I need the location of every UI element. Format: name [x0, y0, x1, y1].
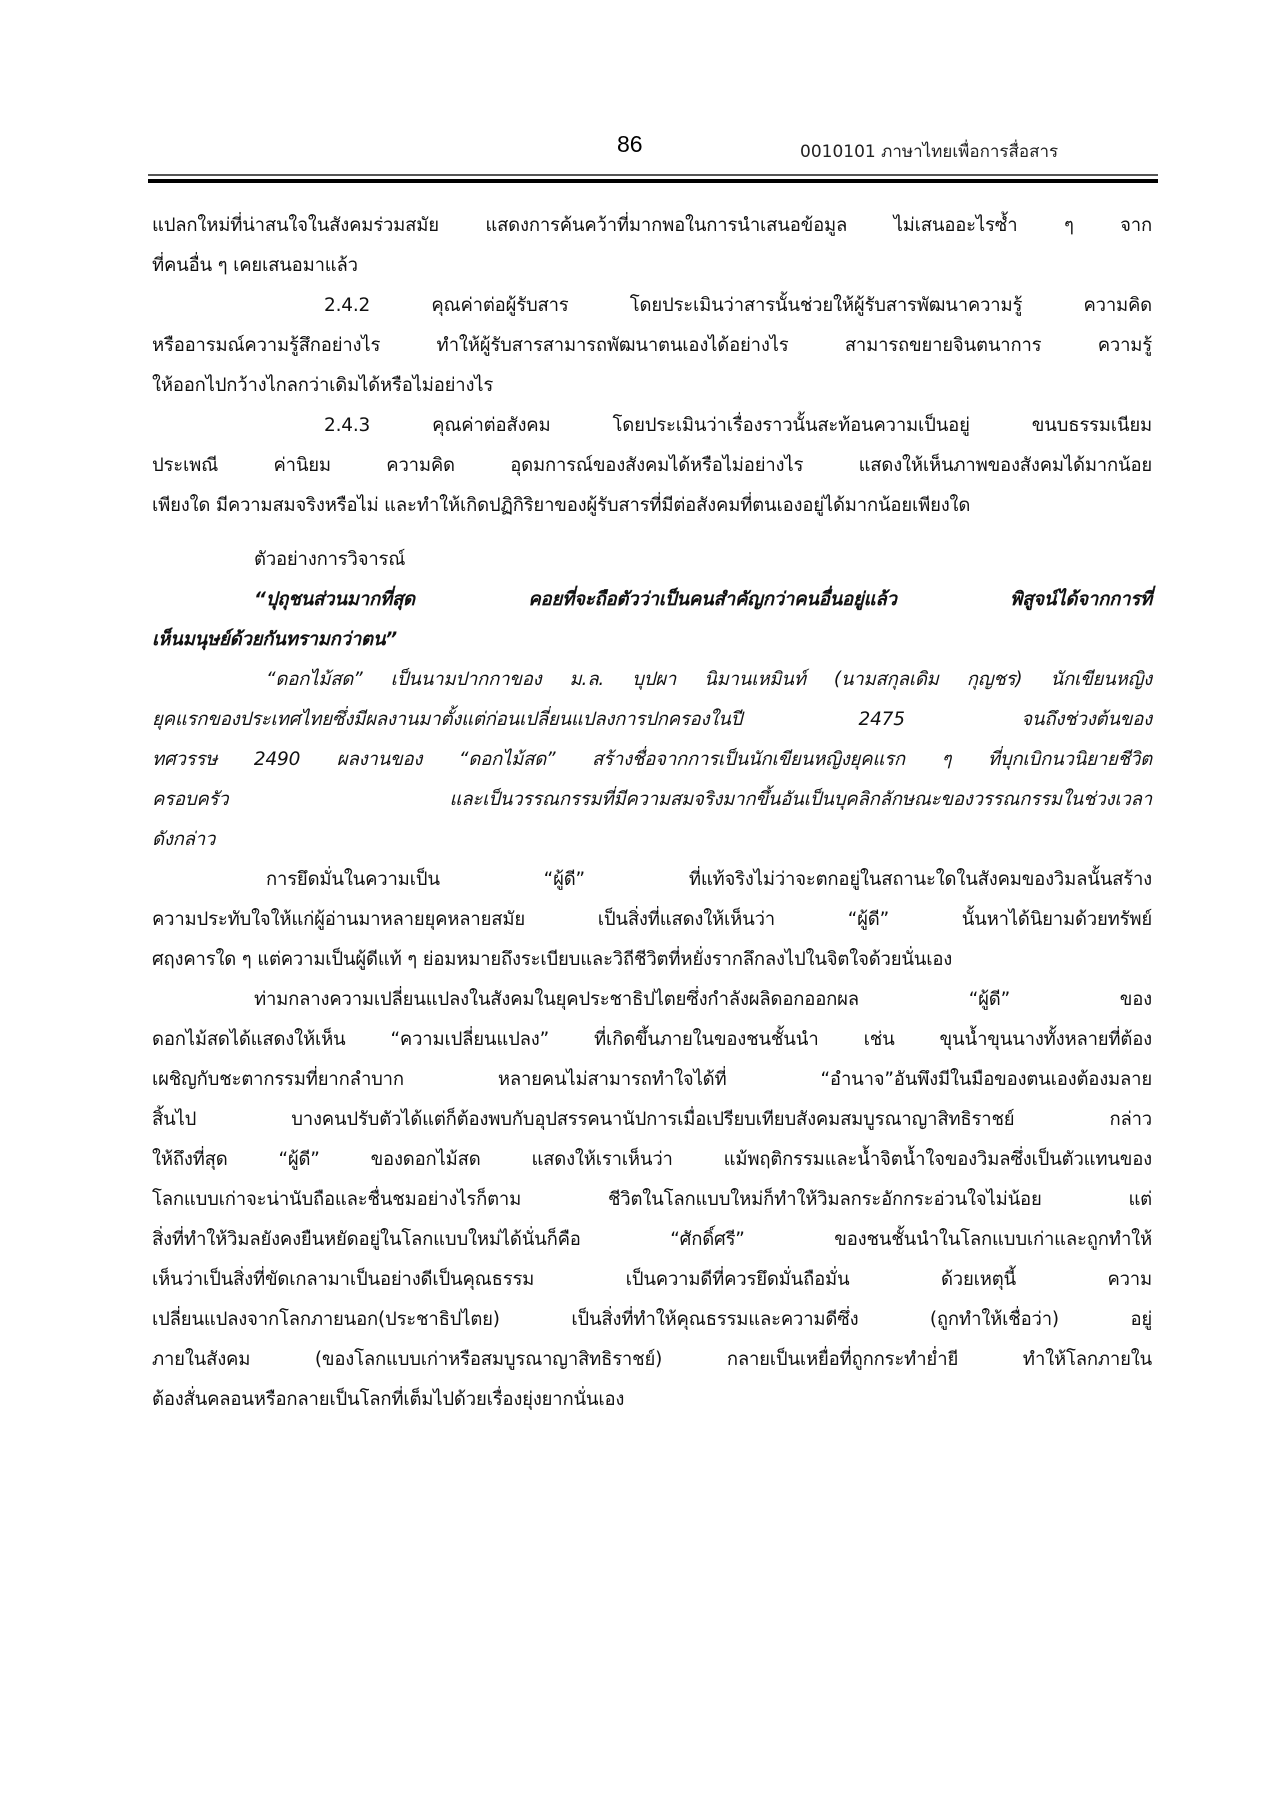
text-line: ความประทับใจให้แก่ผู้อ่านมาหลายยุคหลายสมัย เป็นสิ่งที่แสดงให้เห็นว่า “ผู้ดี” นั้นหาได้นิยามด้วยทรัพย์ [152, 909, 1152, 930]
text-line: ต้องสั่นคลอนหรือกลายเป็นโลกที่เต็มไปด้วยเรื่องยุ่งยากนั่นเอง [152, 1389, 625, 1410]
text-line: การยึดมั่นในความเป็น “ผู้ดี” ที่แท้จริงไม่ว่าจะตกอยู่ในสถานะใดในสังคมของวิมลนั้นสร้าง [266, 869, 1152, 890]
text-line: เพียงใด มีความสมจริงหรือไม่ และทำให้เกิดปฏิกิริยาของผู้รับสารที่มีต่อสังคมที่ตนเองอยู่ได้มากน้อยเพียงใด [152, 495, 971, 516]
text-line: เห็นว่าเป็นสิ่งที่ขัดเกลามาเป็นอย่างดีเป็นคุณธรรม เป็นความดีที่ควรยึดมั่นถือมั่น ด้วยเหตุนี้ ความ [152, 1269, 1152, 1290]
text-line: 2.4.3 คุณค่าต่อสังคม โดยประเมินว่าเรื่องราวนั้นสะท้อนความเป็นอยู่ ขนบธรรมเนียม [324, 415, 1152, 436]
paragraph-2-4-3 [152, 406, 1152, 526]
text-line: “ปุถุชนส่วนมากที่สุด คอยที่จะถือตัวว่าเป็นคนสำคัญกว่าคนอื่นอยู่แล้ว พิสูจน์ได้จากการที่ [254, 589, 1152, 610]
text-line: “ดอกไม้สด” เป็นนามปากกาของ ม.ล. บุปผา นิมานเหมินท์ (นามสกุลเดิม กุญชร) นักเขียนหญิง [266, 669, 1152, 690]
course-title: 0010101 ภาษาไทยเพื่อการสื่อสาร [800, 142, 1059, 162]
text-line: โลกแบบเก่าจะน่านับถือและชื่นชมอย่างไรก็ตาม ชีวิตในโลกแบบใหม่ก็ทำให้วิมลกระอักกระอ่วนใจไม่น้อย แต่ [152, 1189, 1152, 1210]
header-rule-thick [148, 179, 1158, 183]
text-line: แปลกใหม่ที่น่าสนใจในสังคมร่วมสมัย แสดงการค้นคว้าที่มากพอในการนำเสนอข้อมูล ไม่เสนออะไรซ้ำ ๆ จาก [152, 215, 1152, 236]
text-line: ดอกไม้สดได้แสดงให้เห็น “ความเปลี่ยนแปลง” ที่เกิดขึ้นภายในของชนชั้นนำ เช่น ขุนน้ำขุนนางทั้งหลายที่ต้อง [152, 1029, 1152, 1050]
paragraph-phu-di [152, 860, 1152, 980]
text-line: ประเพณี ค่านิยม ความคิด อุดมการณ์ของสังคมได้หรือไม่อย่างไร แสดงให้เห็นภาพของสังคมได้มากน้อย [152, 455, 1152, 476]
paragraph-continued [152, 206, 1152, 286]
paragraph-2-4-2 [152, 286, 1152, 406]
text-line: ยุคแรกของประเทศไทยซึ่งมีผลงานมาตั้งแต่ก่อนเปลี่ยนแปลงการปกครองในปี 2475 จนถึงช่วงต้นของ [152, 709, 1152, 730]
spacer [152, 526, 1152, 540]
document-body [152, 206, 1152, 1420]
header-rule-thin [148, 174, 1158, 176]
paragraph-change [152, 980, 1152, 1420]
text-line: ท่ามกลางความเปลี่ยนแปลงในสังคมในยุคประชาธิปไตยซึ่งกำลังผลิดอกออกผล “ผู้ดี” ของ [254, 989, 1152, 1010]
text-line: เห็นมนุษย์ด้วยกันทรามกว่าตน” [152, 629, 397, 650]
text-line: ภายในสังคม (ของโลกแบบเก่าหรือสมบูรณาญาสิทธิราชย์) กลายเป็นเหยื่อที่ถูกกระทำย่ำยี ทำให้โลกภายใน [152, 1349, 1152, 1370]
text-line: ทศวรรษ 2490 ผลงานของ “ดอกไม้สด” สร้างชื่อจากการเป็นนักเขียนหญิงยุคแรก ๆ ที่บุกเบิกนวนิยายชีวิต [152, 749, 1152, 770]
text-line: ศฤงคารใด ๆ แต่ความเป็นผู้ดีแท้ ๆ ย่อมหมายถึงระเบียบและวิถีชีวิตที่หยั่งรากลึกลงไปในจิตใจด้วยนั่นเอง [152, 949, 953, 970]
text-line: เปลี่ยนแปลงจากโลกภายนอก(ประชาธิปไตย) เป็นสิ่งที่ทำให้คุณธรรมและความดีซึ่ง (ถูกทำให้เชื่อว่า) อยู่ [152, 1309, 1152, 1330]
text-line: ให้ออกไปกว้างไกลกว่าเดิมได้หรือไม่อย่างไร [152, 375, 494, 396]
epigraph-quote [152, 580, 1152, 660]
paragraph-author-intro [152, 660, 1152, 860]
text-line: สิ้นไป บางคนปรับตัวได้แต่ก็ต้องพบกับอุปสรรคนานัปการเมื่อเปรียบเทียบสังคมสมบูรณาญาสิทธิราชย์ กล่าว [152, 1109, 1152, 1130]
text-line: สิ่งที่ทำให้วิมลยังคงยืนหยัดอยู่ในโลกแบบใหม่ได้นั่นก็คือ “ศักดิ์ศรี” ของชนชั้นนำในโลกแบบเก่าและถูกทำให้ [152, 1229, 1152, 1250]
page-number: 86 [617, 131, 643, 157]
text-line: 2.4.2 คุณค่าต่อผู้รับสาร โดยประเมินว่าสารนั้นช่วยให้ผู้รับสารพัฒนาความรู้ ความคิด [324, 295, 1152, 316]
example-heading: ตัวอย่างการวิจารณ์ [254, 549, 406, 570]
text-line: ที่คนอื่น ๆ เคยเสนอมาแล้ว [152, 255, 358, 276]
text-line: ดังกล่าว [152, 829, 216, 850]
text-line: ให้ถึงที่สุด “ผู้ดี” ของดอกไม้สด แสดงให้เราเห็นว่า แม้พฤติกรรมและน้ำจิตน้ำใจของวิมลซึ่งเป็นตัวแทนของ [152, 1149, 1152, 1170]
text-line: หรืออารมณ์ความรู้สึกอย่างไร ทำให้ผู้รับสารสามารถพัฒนาตนเองได้อย่างไร สามารถขยายจินตนาการ ความรู้ [152, 335, 1152, 356]
text-line: เผชิญกับชะตากรรมที่ยากลำบาก หลายคนไม่สามารถทำใจได้ที่ “อำนาจ”อันพึงมีในมือของตนเองต้องมลาย [152, 1069, 1152, 1090]
text-line: ครอบครัว และเป็นวรรณกรรมที่มีความสมจริงมากขึ้นอันเป็นบุคลิกลักษณะของวรรณกรรมในช่วงเวลา [152, 789, 1152, 810]
